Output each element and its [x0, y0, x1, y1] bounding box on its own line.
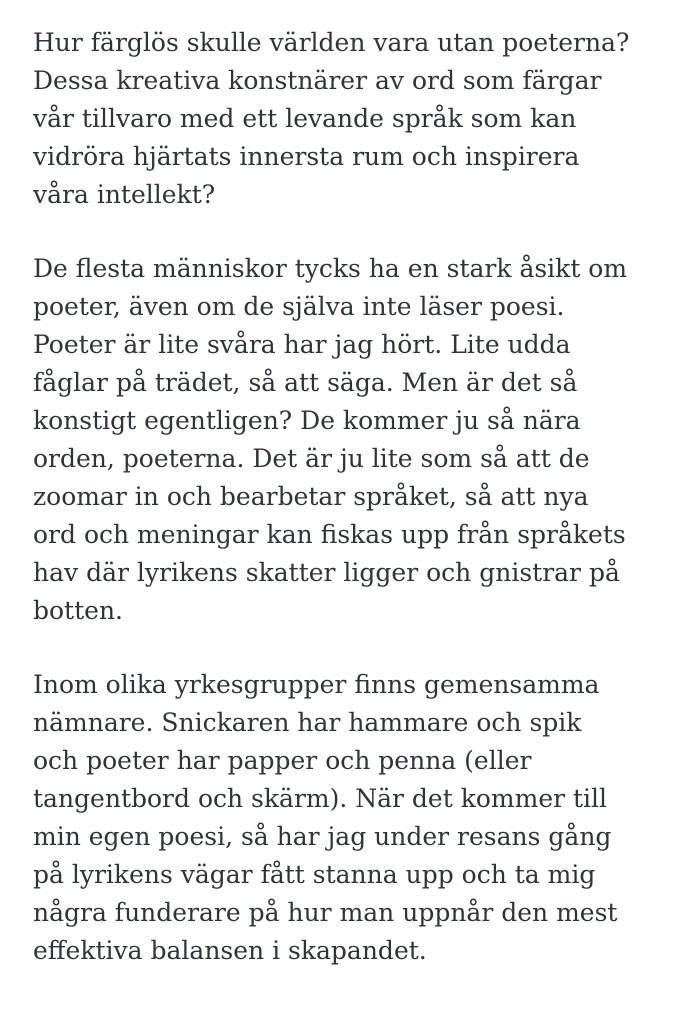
- text-line: hav där lyrikens skatter ligger och gnistrar på: [33, 558, 620, 587]
- text-line: några funderare på hur man uppnår den mest: [33, 898, 618, 927]
- text-line: De flesta människor tycks ha en stark åsikt om: [33, 254, 628, 283]
- text-line: min egen poesi, så har jag under resans gång: [33, 822, 612, 851]
- text-line: zoomar in och bearbetar språket, så att nya: [33, 482, 589, 511]
- paragraph: [33, 24, 656, 214]
- text-line: ord och meningar kan fiskas upp från språkets: [33, 520, 626, 549]
- paragraph: [33, 666, 656, 970]
- paragraph: [33, 250, 656, 630]
- text-line: tangentbord och skärm). När det kommer till: [33, 784, 608, 813]
- text-line: botten.: [33, 596, 123, 625]
- text-line: vår tillvaro med ett levande språk som kan: [33, 104, 577, 133]
- text-line: vidröra hjärtats innersta rum och inspirera: [33, 142, 580, 171]
- text-line: Dessa kreativa konstnärer av ord som färgar: [33, 66, 602, 95]
- text-line: konstigt egentligen? De kommer ju så nära: [33, 406, 581, 435]
- text-line: Hur färglös skulle världen vara utan poeterna?: [33, 28, 630, 57]
- text-line: fåglar på trädet, så att säga. Men är det så: [33, 368, 578, 397]
- text-line: orden, poeterna. Det är ju lite som så att de: [33, 444, 590, 473]
- text-line: nämnare. Snickaren har hammare och spik: [33, 708, 582, 737]
- text-line: och poeter har papper och penna (eller: [33, 746, 532, 775]
- text-line: Poeter är lite svåra har jag hört. Lite udda: [33, 330, 571, 359]
- text-line: poeter, även om de själva inte läser poesi.: [33, 292, 565, 321]
- text-line: på lyrikens vägar fått stanna upp och ta mig: [33, 860, 596, 889]
- text-line: våra intellekt?: [33, 180, 216, 209]
- text-line: Inom olika yrkesgrupper finns gemensamma: [33, 670, 600, 699]
- text-line: effektiva balansen i skapandet.: [33, 936, 427, 965]
